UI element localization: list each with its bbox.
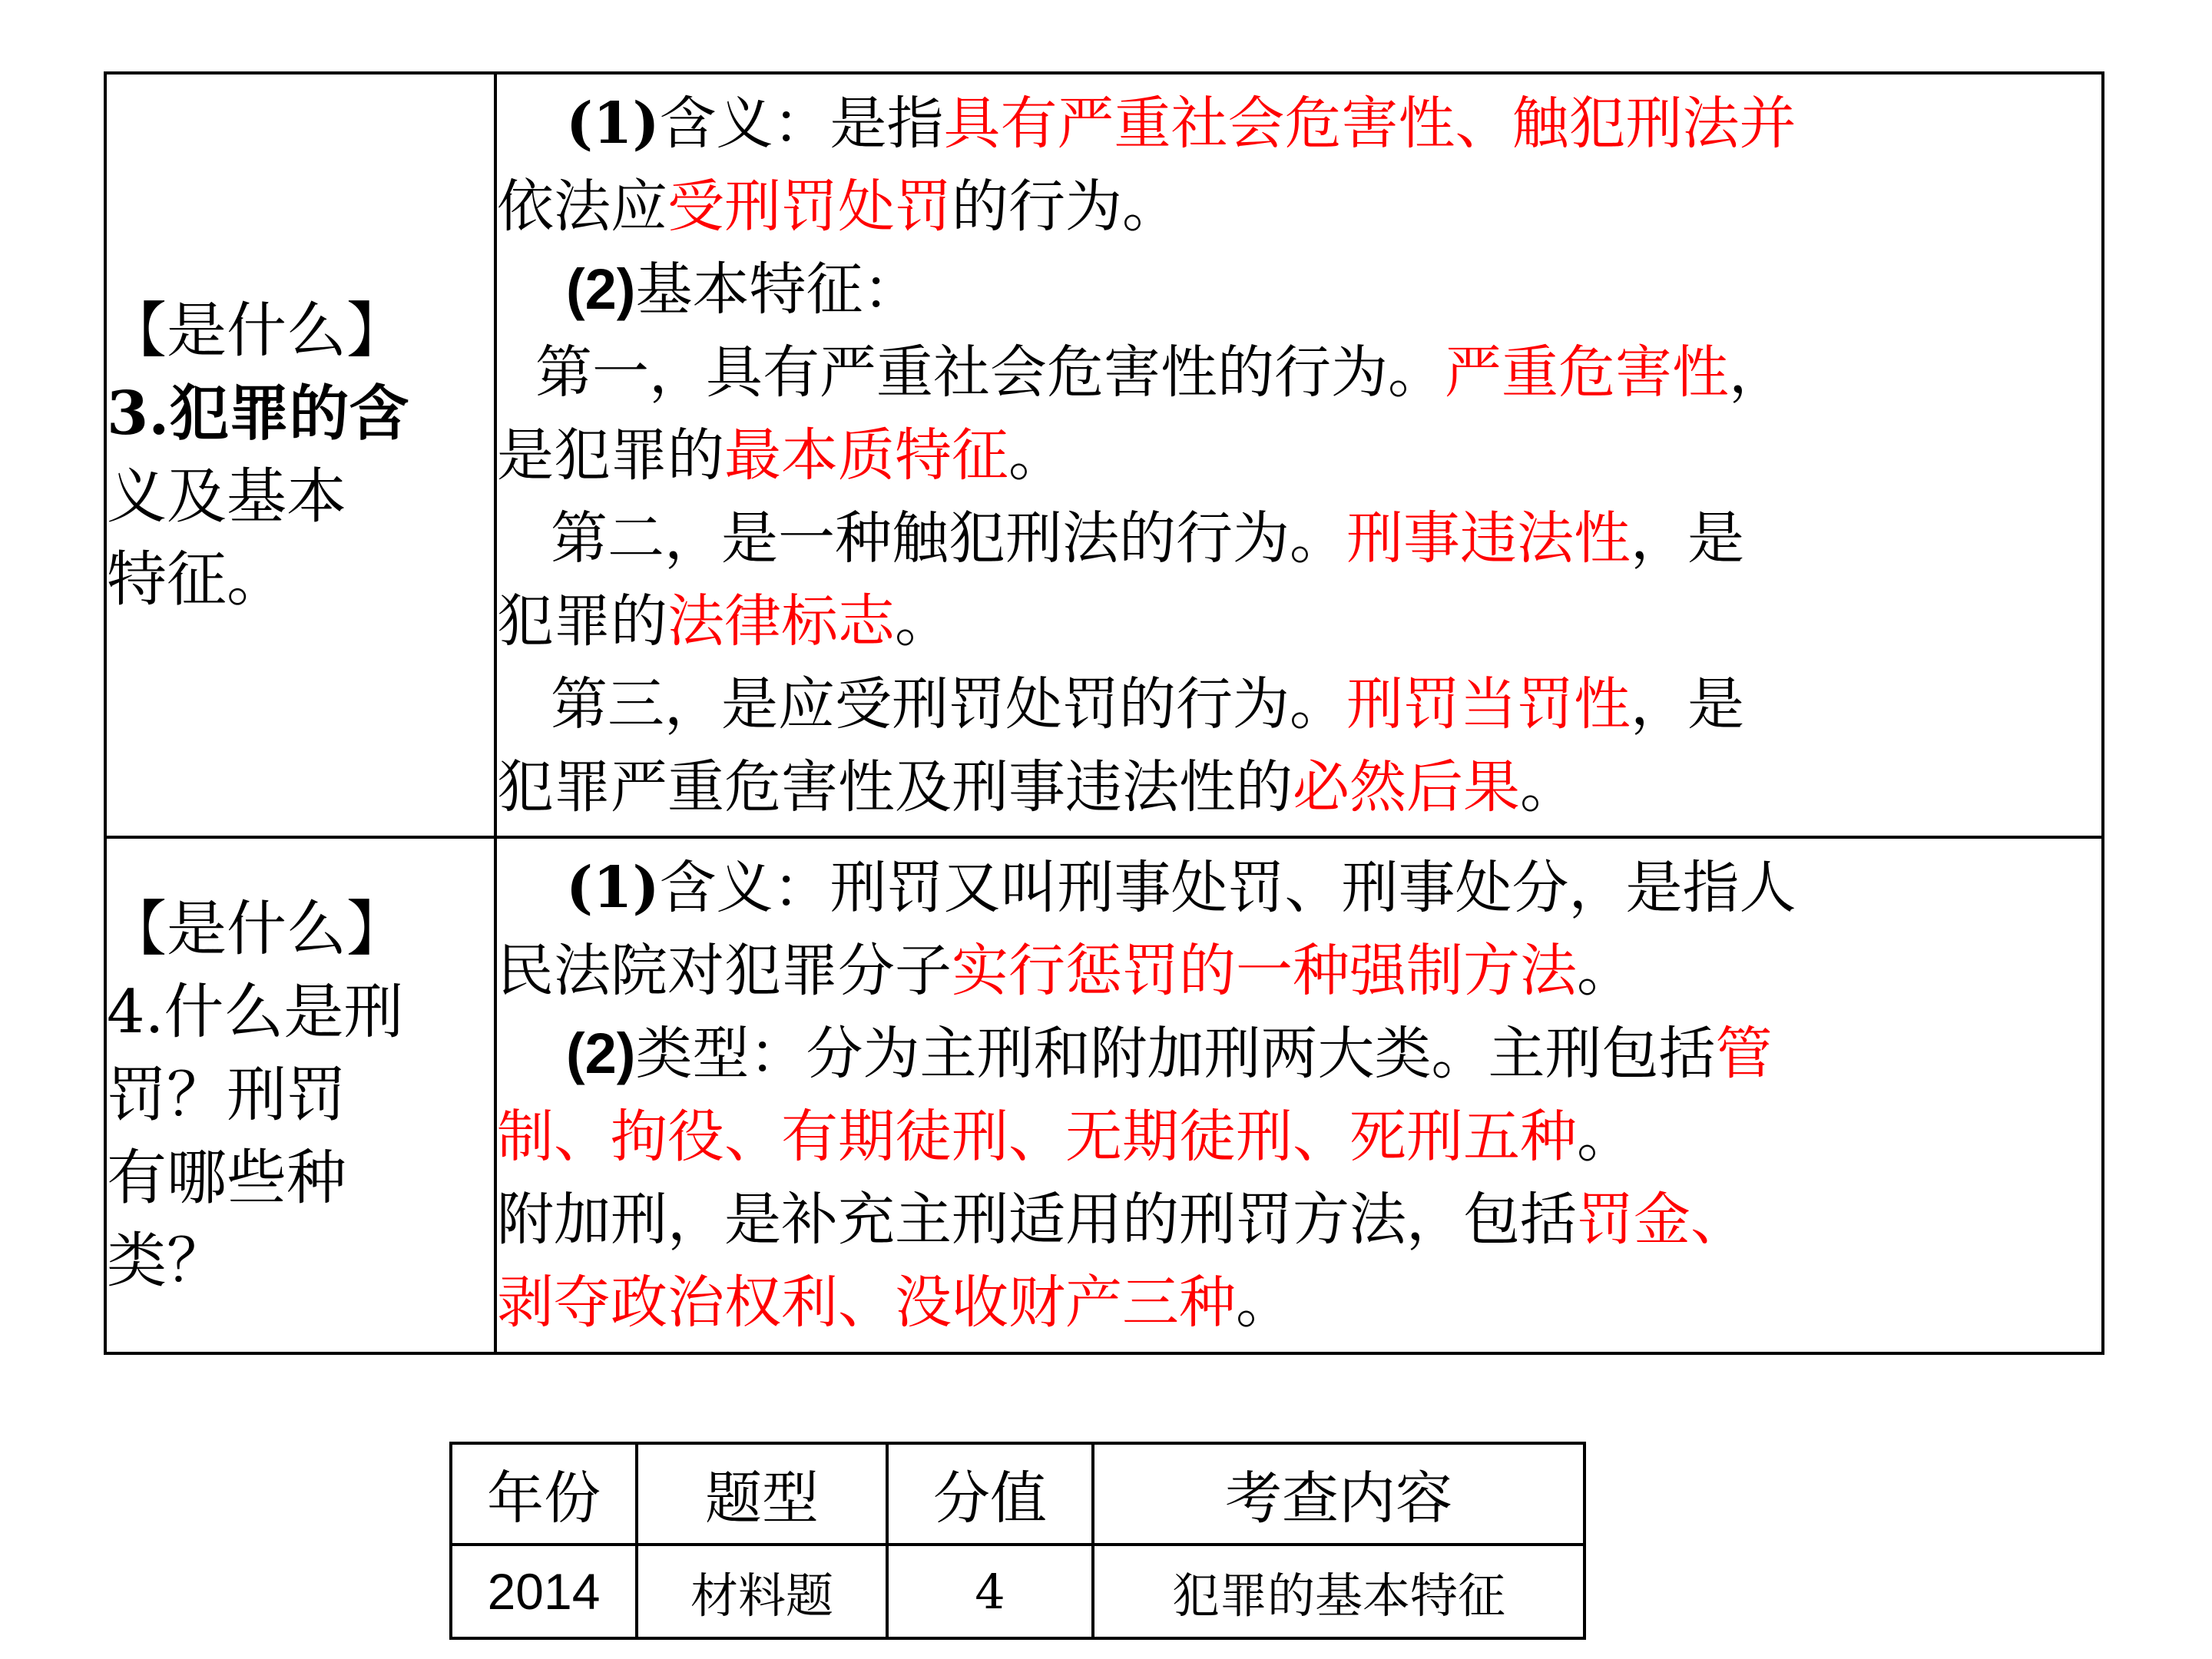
question-line: 特征。 [107, 545, 287, 614]
highlight-text: 严重危害性 [1445, 339, 1729, 406]
header-content: 考查内容 [1093, 1443, 1584, 1545]
cell-year: 2014 [451, 1545, 637, 1638]
highlight-text: 具有严重社会危害性、触犯刑法并 [943, 90, 1796, 157]
question-tag: 【是什么】 [107, 296, 407, 366]
text: 基本特征： [635, 256, 920, 323]
header-score: 分值 [887, 1443, 1093, 1545]
text: 第二，是一种触犯刑法的行为。 [551, 505, 1346, 571]
question-line: 罚？刑罚 [107, 1061, 347, 1130]
highlight-text: 刑事违法性 [1346, 505, 1631, 571]
table-row [105, 837, 2103, 1353]
text: 含义：是指 [659, 90, 944, 157]
text: 附加刑，是补充主刑适用的刑罚方法，包括 [497, 1187, 1577, 1253]
question-cell [105, 73, 495, 837]
text: 。 [1236, 1270, 1293, 1336]
question-line: 有哪些种 [107, 1144, 347, 1213]
content-line [497, 580, 2101, 663]
highlight-text: 最本质特征 [724, 422, 1008, 488]
question-line: 义及基本 [107, 462, 347, 531]
header-type: 题型 [637, 1443, 887, 1545]
highlight-text: 实行惩罚的一种强制方法 [952, 938, 1577, 1004]
item-number: (2) [566, 257, 636, 321]
question-line: 类？ [107, 1227, 227, 1296]
content-line [497, 1261, 2101, 1344]
cell-content: 犯罪的基本特征 [1093, 1545, 1584, 1638]
content-line [497, 331, 2101, 414]
item-number: (1) [566, 90, 660, 157]
answer-cell [495, 837, 2103, 1353]
exam-table [449, 1442, 1586, 1640]
text: 依法应 [497, 173, 667, 240]
text: ， [1729, 339, 1786, 406]
question-tag: 【是什么】 [107, 895, 407, 964]
text: 。 [1008, 422, 1065, 488]
highlight-text: 法律标志 [667, 588, 895, 654]
content-line [497, 746, 2101, 829]
highlight-text: 受刑罚处罚 [667, 173, 952, 240]
content-line [497, 663, 2101, 746]
text: 第一，具有严重社会危害性的行为。 [535, 339, 1445, 406]
question-cell [105, 837, 495, 1353]
content-line [497, 1178, 2101, 1261]
table-header-row [451, 1443, 1584, 1545]
question-line: 3.犯罪的含 [107, 378, 409, 449]
text: 。 [1520, 753, 1577, 820]
highlight-text: 罚金、 [1577, 1187, 1747, 1253]
text: 类型：分为主刑和附加刑两大类。主刑包括 [635, 1021, 1716, 1087]
main-table [104, 71, 2104, 1355]
text: 。 [895, 588, 952, 654]
highlight-text: 管 [1715, 1021, 1773, 1087]
question-line: 4.什么是刑 [107, 978, 404, 1047]
item-number: (1) [566, 855, 660, 921]
cell-score: 4 [887, 1545, 1093, 1638]
content-line [497, 1095, 2101, 1178]
content-line [497, 846, 2101, 929]
text: ，是 [1631, 505, 1744, 571]
text: ，是 [1631, 671, 1744, 737]
text: 是犯罪的 [497, 422, 724, 488]
content-line [497, 929, 2101, 1012]
content-line [497, 414, 2101, 497]
content-line [497, 82, 2101, 165]
text: 犯罪严重危害性及刑事违法性的 [497, 753, 1293, 820]
text: 第三，是应受刑罚处罚的行为。 [551, 671, 1346, 737]
highlight-text: 制、拘役、有期徒刑、无期徒刑、死刑五种 [497, 1104, 1577, 1170]
table-row [451, 1545, 1584, 1638]
text: 。 [1577, 1104, 1634, 1170]
cell-type: 材料题 [637, 1545, 887, 1638]
header-year: 年份 [451, 1443, 637, 1545]
text: 犯罪的 [497, 588, 667, 654]
text: 民法院对犯罪分子 [497, 938, 952, 1004]
text: 的行为。 [952, 173, 1179, 240]
content-line [497, 248, 2101, 331]
item-number: (2) [566, 1022, 636, 1085]
content-line [497, 165, 2101, 248]
highlight-text: 剥夺政治权利、没收财产三种 [497, 1270, 1236, 1336]
highlight-text: 刑罚当罚性 [1346, 671, 1631, 737]
content-line [497, 1012, 2101, 1095]
highlight-text: 必然后果 [1293, 753, 1520, 820]
table-row [105, 73, 2103, 837]
answer-cell [495, 73, 2103, 837]
text: 。 [1577, 938, 1634, 1004]
text: 含义：刑罚又叫刑事处罚、刑事处分，是指人 [659, 855, 1796, 921]
content-line [497, 497, 2101, 580]
